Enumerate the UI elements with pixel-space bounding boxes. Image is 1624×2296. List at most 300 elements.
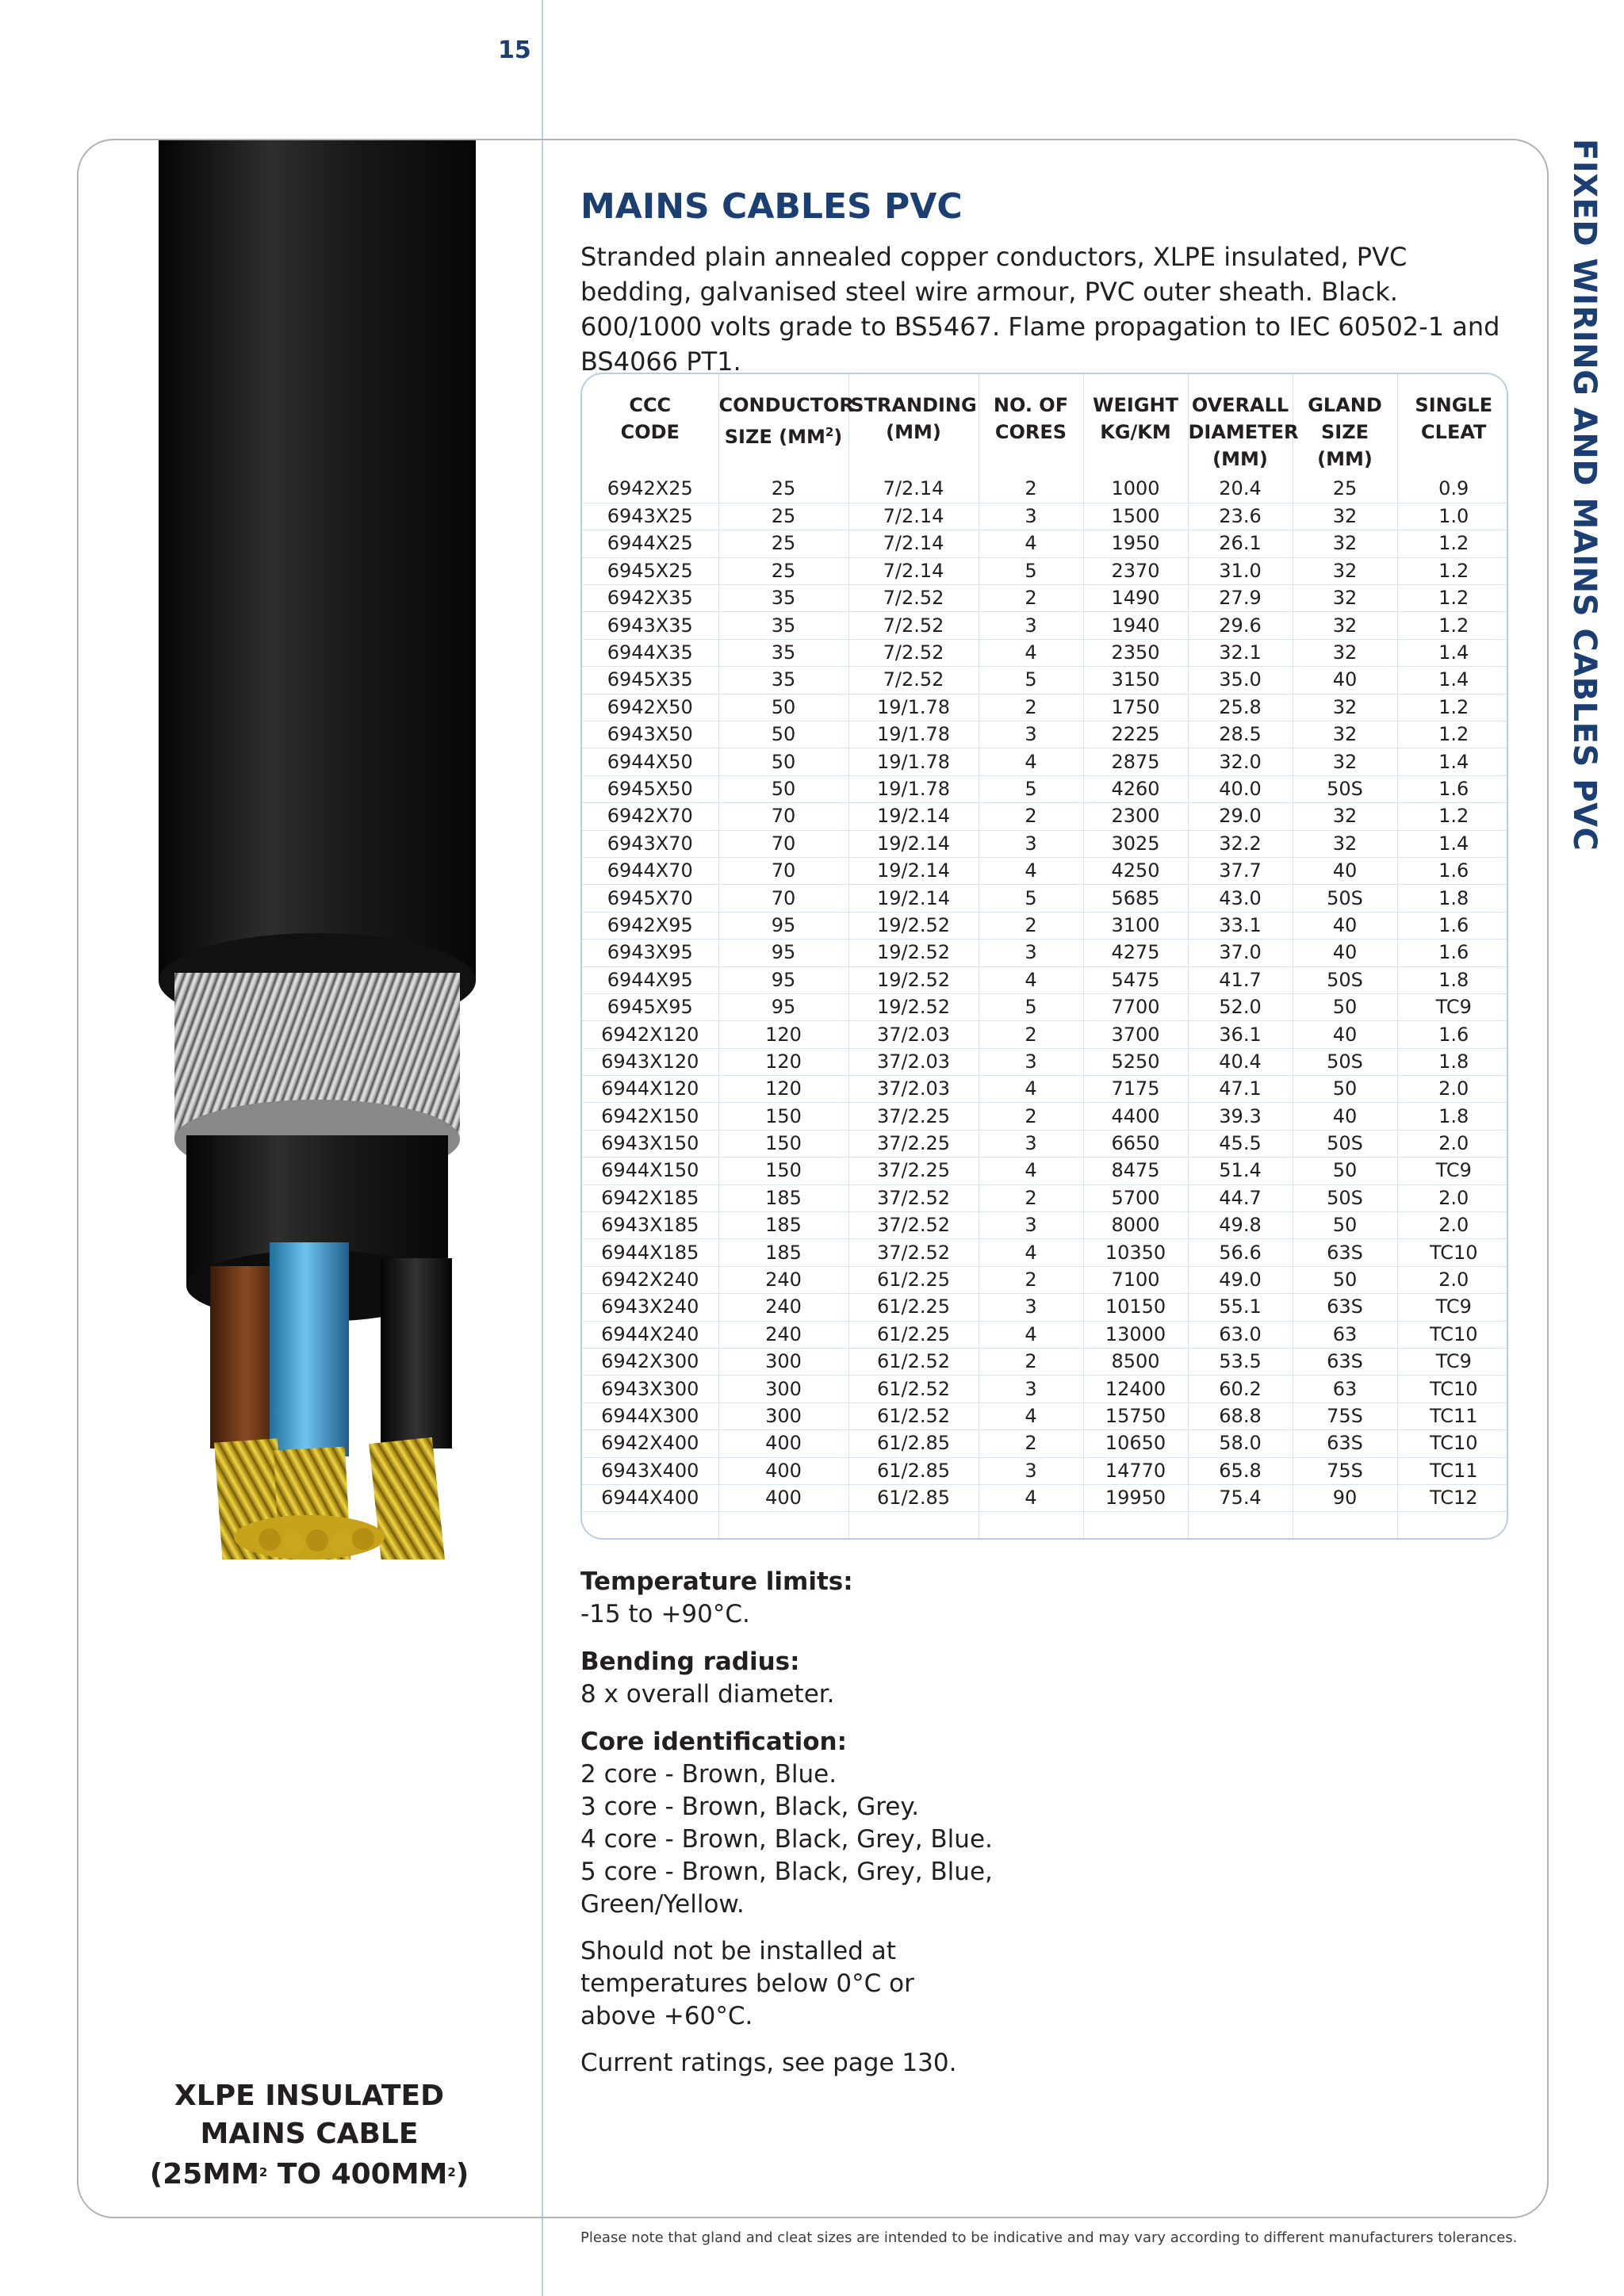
table-cell: 6943X120 [582,1048,718,1075]
table-cell: 19/2.52 [848,912,979,939]
table-cell: 6944X400 [582,1484,718,1511]
table-cell: 6942X300 [582,1349,718,1376]
table-cell: 6944X150 [582,1158,718,1184]
side-title-text: FIXED WIRING AND MAINS CABLES PVC [1566,139,1603,851]
table-cell: 25 [718,476,848,503]
table-cell: 2370 [1083,557,1188,584]
table-cell: 61/2.52 [848,1376,979,1402]
table-cell: 32.0 [1188,748,1293,775]
table-row [582,1294,1508,1321]
table-cell: 7/2.14 [848,476,979,503]
table-cell: 7100 [1083,1266,1188,1293]
table-cell: 50 [718,748,848,775]
table-cell: 2.0 [1397,1076,1508,1103]
table-cell: TC10 [1397,1376,1508,1402]
table-cell: 5 [979,557,1083,584]
table-cell: 5475 [1083,966,1188,993]
table-cell: 40 [1293,912,1397,939]
table-cell: 5 [979,993,1083,1020]
table-cell: 56.6 [1188,1239,1293,1266]
table-cell: 63S [1293,1430,1397,1457]
table-cell: 1.6 [1397,939,1508,966]
table-cell: TC9 [1397,1294,1508,1321]
table-row [582,721,1508,748]
table-cell: 1.8 [1397,885,1508,912]
table-cell: 25.8 [1188,694,1293,721]
cable-illustration [151,140,484,1559]
table-cell: 43.0 [1188,885,1293,912]
table-cell: 50S [1293,966,1397,993]
table-cell: 19/1.78 [848,748,979,775]
table-cell: 3 [979,612,1083,639]
table-cell: 53.5 [1188,1349,1293,1376]
table-row [582,694,1508,721]
table-row [582,966,1508,993]
table-cell: 400 [718,1457,848,1484]
installation-note-line: above +60°C. [580,2002,753,2030]
table-row [582,939,1508,966]
table-cell: 60.2 [1188,1376,1293,1402]
table-cell: 50 [718,694,848,721]
table-cell: 4260 [1083,775,1188,802]
table-cell: 3 [979,1048,1083,1075]
table-cell: 4 [979,1239,1083,1266]
table-cell: 300 [718,1402,848,1429]
footer-disclaimer: Please note that gland and cleat sizes are intended to be indicative and may vary according to different manufacturers tolerances. [580,2229,1518,2246]
table-cell: 50 [1293,1076,1397,1103]
table-cell: TC9 [1397,993,1508,1020]
table-row [582,748,1508,775]
table-cell: 50S [1293,1130,1397,1157]
table-cell: 3025 [1083,830,1188,857]
table-cell: 19/2.14 [848,885,979,912]
table-cell: 1.2 [1397,585,1508,612]
table-row [582,885,1508,912]
table-cell: 4 [979,1321,1083,1348]
table-cell: 37/2.52 [848,1212,979,1239]
table-row [582,639,1508,666]
table-cell: 1.4 [1397,639,1508,666]
table-cell: 32 [1293,830,1397,857]
table-row [582,1212,1508,1239]
table-row [582,1021,1508,1048]
table-cell: 49.0 [1188,1266,1293,1293]
table-cell: 6945X50 [582,775,718,802]
table-cell: 32 [1293,721,1397,748]
table-cell: 1.2 [1397,721,1508,748]
table-cell: 7/2.14 [848,530,979,557]
table-cell: 32 [1293,585,1397,612]
table-cell: 5 [979,775,1083,802]
table-cell: 32 [1293,639,1397,666]
table-cell: 3 [979,1130,1083,1157]
table-cell: 61/2.25 [848,1266,979,1293]
table-cell: 2 [979,694,1083,721]
col-header-stranding: STRANDING (MM) [848,374,979,476]
table-cell: 40 [1293,939,1397,966]
table-cell: 2.0 [1397,1184,1508,1211]
table-cell: 6942X50 [582,694,718,721]
table-cell: 25 [718,557,848,584]
table-cell: 61/2.52 [848,1349,979,1376]
ratings-note [580,2047,1056,2080]
temperature-text: -15 to +90°C. [580,1600,750,1628]
table-cell: 4400 [1083,1103,1188,1130]
table-cell: 6942X120 [582,1021,718,1048]
table-filler-cell [848,1512,979,1539]
table-cell: 6942X150 [582,1103,718,1130]
table-cell: 2 [979,1184,1083,1211]
table-cell: 15750 [1083,1402,1188,1429]
table-cell: 58.0 [1188,1430,1293,1457]
table-cell: 25 [718,530,848,557]
table-cell: 3 [979,1376,1083,1402]
table-cell: 1950 [1083,530,1188,557]
table-cell: 61/2.85 [848,1457,979,1484]
table-filler-cell [1188,1512,1293,1539]
table-cell: 7/2.52 [848,639,979,666]
table-cell: 6943X300 [582,1376,718,1402]
table-cell: 63S [1293,1294,1397,1321]
table-cell: 37.7 [1188,857,1293,884]
table-cell: 63.0 [1188,1321,1293,1348]
col-header-no-of-cores: NO. OF CORES [979,374,1083,476]
table-cell: 63 [1293,1321,1397,1348]
cable-image [151,140,484,1559]
table-cell: 31.0 [1188,557,1293,584]
table-row [582,993,1508,1020]
table-cell: 6943X185 [582,1212,718,1239]
table-filler-row [582,1512,1508,1539]
core-identification-line: 3 core - Brown, Black, Grey. [580,1793,920,1821]
table-cell: 50 [1293,1212,1397,1239]
table-cell: 35 [718,612,848,639]
table-cell: 5685 [1083,885,1188,912]
table-cell: 4250 [1083,857,1188,884]
table-cell: 7/2.52 [848,585,979,612]
table-row [582,1457,1508,1484]
table-row [582,803,1508,830]
table-cell: 13000 [1083,1321,1188,1348]
table-cell: 19/2.52 [848,966,979,993]
table-cell: 75.4 [1188,1484,1293,1511]
table-cell: 3 [979,830,1083,857]
table-cell: 36.1 [1188,1021,1293,1048]
table-cell: 10650 [1083,1430,1188,1457]
table-cell: 63 [1293,1376,1397,1402]
table-cell: 5 [979,667,1083,694]
table-cell: 35.0 [1188,667,1293,694]
table-cell: 95 [718,993,848,1020]
table-row [582,830,1508,857]
table-cell: 240 [718,1294,848,1321]
table-cell: 50 [718,775,848,802]
page-title: MAINS CABLES PVC [580,186,963,227]
table-cell: 41.7 [1188,966,1293,993]
table-filler-cell [979,1512,1083,1539]
table-cell: 300 [718,1376,848,1402]
table-cell: 7700 [1083,993,1188,1020]
table-cell: 6944X25 [582,530,718,557]
table-cell: TC10 [1397,1321,1508,1348]
table-cell: 70 [718,885,848,912]
table-cell: 32.1 [1188,639,1293,666]
table-cell: 2.0 [1397,1266,1508,1293]
table-cell: 1.2 [1397,694,1508,721]
table-row [582,1349,1508,1376]
table-cell: 3150 [1083,667,1188,694]
table-cell: TC9 [1397,1349,1508,1376]
table-cell: 1.2 [1397,612,1508,639]
table-cell: 1.4 [1397,748,1508,775]
table-cell: 6944X185 [582,1239,718,1266]
table-cell: 6942X35 [582,585,718,612]
table-header-row [582,374,1508,476]
table-cell: 61/2.85 [848,1484,979,1511]
table-cell: 2 [979,1021,1083,1048]
table-cell: 61/2.85 [848,1430,979,1457]
table-cell: 35 [718,585,848,612]
table-cell: 6942X25 [582,476,718,503]
col-header-overall-diameter: OVERALL DIAMETER (MM) [1188,374,1293,476]
table-cell: 2 [979,1266,1083,1293]
table-cell: 40 [1293,667,1397,694]
table-cell: 150 [718,1130,848,1157]
table-cell: 4 [979,1076,1083,1103]
table-cell: 47.1 [1188,1076,1293,1103]
table-cell: 32 [1293,694,1397,721]
table-cell: 150 [718,1158,848,1184]
table-cell: 50S [1293,775,1397,802]
table-cell: 3700 [1083,1021,1188,1048]
table-cell: 37/2.52 [848,1184,979,1211]
table-row [582,585,1508,612]
core-identification-heading: Core identification: [580,1728,847,1756]
table-cell: 6650 [1083,1130,1188,1157]
table-cell: 4 [979,639,1083,666]
installation-note-line: temperatures below 0°C or [580,1969,914,1998]
table-row [582,1376,1508,1402]
core-identification-line: 2 core - Brown, Blue. [580,1760,837,1789]
table-cell: 70 [718,857,848,884]
table-cell: 61/2.25 [848,1321,979,1348]
cable-caption-line3: ($25MM^2$ TO $400MM^2$) [149,2158,469,2191]
table-row [582,1321,1508,1348]
table-cell: 300 [718,1349,848,1376]
product-description: Stranded plain annealed copper conductors, XLPE insulated, PVC bedding, galvanised steel wire armour, PVC outer sheath. Black. 600/1000 volts grade to BS5467. Flame propagation to IEC 60502-1 and BS4066 PT1. [580,242,1500,377]
table-cell: 2 [979,1430,1083,1457]
table-cell: 19950 [1083,1484,1188,1511]
table-cell: 95 [718,966,848,993]
table-cell: 50 [1293,1266,1397,1293]
table-cell: 14770 [1083,1457,1188,1484]
table-cell: 6942X240 [582,1266,718,1293]
table-cell: 6942X400 [582,1430,718,1457]
table-cell: TC11 [1397,1402,1508,1429]
table-cell: 400 [718,1430,848,1457]
table-cell: 37/2.03 [848,1076,979,1103]
table-cell: 6943X25 [582,503,718,530]
table-cell: 70 [718,830,848,857]
table-cell: 37/2.25 [848,1158,979,1184]
table-filler-cell [582,1512,718,1539]
table-cell: 4 [979,857,1083,884]
table-cell: 23.6 [1188,503,1293,530]
table-cell: 4275 [1083,939,1188,966]
table-cell: 185 [718,1184,848,1211]
table-cell: 10350 [1083,1239,1188,1266]
table-cell: TC11 [1397,1457,1508,1484]
table-cell: 2 [979,1103,1083,1130]
table-cell: 1.4 [1397,667,1508,694]
table-cell: 1000 [1083,476,1188,503]
table-body [582,476,1508,1539]
table-cell: 19/2.52 [848,993,979,1020]
table-cell: 40.4 [1188,1048,1293,1075]
table-row [582,1103,1508,1130]
table-cell: 49.8 [1188,1212,1293,1239]
table-row [582,1076,1508,1103]
table-row [582,530,1508,557]
core-identification [580,1725,1056,1921]
table-cell: 4 [979,966,1083,993]
col-header-ccc-code: CCC CODE [620,394,680,443]
installation-note [580,1935,1056,2033]
table-cell: 7175 [1083,1076,1188,1103]
table-row [582,1048,1508,1075]
table-cell: 63S [1293,1239,1397,1266]
installation-note-line: Should not be installed at [580,1937,896,1965]
table-cell: 95 [718,939,848,966]
table-cell: 19/1.78 [848,694,979,721]
table-cell: 2350 [1083,639,1188,666]
table-row [582,1402,1508,1429]
table-cell: 37.0 [1188,939,1293,966]
table-row [582,912,1508,939]
table-cell: TC12 [1397,1484,1508,1511]
table-cell: 8475 [1083,1158,1188,1184]
table-cell: 6944X120 [582,1076,718,1103]
table-cell: 40.0 [1188,775,1293,802]
table-cell: 50S [1293,885,1397,912]
table-cell: TC10 [1397,1430,1508,1457]
table-filler-cell [1083,1512,1188,1539]
table-cell: 32 [1293,612,1397,639]
table-cell: 6943X95 [582,939,718,966]
table-cell: 1.2 [1397,530,1508,557]
table-cell: 0.9 [1397,476,1508,503]
table-cell: 20.4 [1188,476,1293,503]
bending-text: 8 x overall diameter. [580,1680,835,1709]
table-cell: 68.8 [1188,1402,1293,1429]
page-number: 15 [498,36,531,64]
table-cell: 7/2.52 [848,612,979,639]
table-row [582,1158,1508,1184]
table-cell: 4 [979,1484,1083,1511]
table-row [582,667,1508,694]
table-cell: 35 [718,667,848,694]
col-header-gland-size: GLAND SIZE (MM) [1293,374,1397,476]
core-identification-line: Green/Yellow. [580,1890,745,1919]
table-cell: 1.6 [1397,775,1508,802]
specification-table [582,374,1508,1540]
table-cell: 32.2 [1188,830,1293,857]
table-cell: 61/2.52 [848,1402,979,1429]
table-cell: 6945X25 [582,557,718,584]
table-cell: 26.1 [1188,530,1293,557]
table-cell: 2300 [1083,803,1188,830]
table-cell: 6942X95 [582,912,718,939]
table-cell: 400 [718,1484,848,1511]
table-cell: 6943X35 [582,612,718,639]
table-cell: 90 [1293,1484,1397,1511]
table-cell: 2 [979,912,1083,939]
table-cell: 2875 [1083,748,1188,775]
cable-caption-line2: MAINS CABLE [200,2118,419,2150]
table-cell: 1750 [1083,694,1188,721]
table-cell: 37/2.52 [848,1239,979,1266]
table-cell: 4 [979,530,1083,557]
table-cell: 37/2.25 [848,1130,979,1157]
table-cell: 1.6 [1397,857,1508,884]
core-identification-line: 5 core - Brown, Black, Grey, Blue, [580,1858,993,1886]
table-cell: 50 [718,721,848,748]
col-header-weight: WEIGHT KG/KM [1083,374,1188,476]
table-cell: 12400 [1083,1376,1188,1402]
table-cell: TC10 [1397,1239,1508,1266]
table-cell: 1940 [1083,612,1188,639]
table-cell: 6944X300 [582,1402,718,1429]
table-cell: 52.0 [1188,993,1293,1020]
table-cell: 19/2.14 [848,857,979,884]
table-cell: 28.5 [1188,721,1293,748]
table-cell: 95 [718,912,848,939]
table-cell: 3100 [1083,912,1188,939]
table-row [582,775,1508,802]
table-cell: 8500 [1083,1349,1188,1376]
table-cell: 19/2.52 [848,939,979,966]
table-cell: 6944X50 [582,748,718,775]
table-cell: 55.1 [1188,1294,1293,1321]
ratings-note-text: Current ratings, see page 130. [580,2049,957,2077]
table-cell: 1.8 [1397,1103,1508,1130]
table-cell: 63S [1293,1349,1397,1376]
table-cell: 6943X50 [582,721,718,748]
table-row [582,1484,1508,1511]
table-cell: 32 [1293,557,1397,584]
table-cell: 19/1.78 [848,721,979,748]
table-row [582,503,1508,530]
table-cell: 65.8 [1188,1457,1293,1484]
bending-heading: Bending radius: [580,1647,800,1676]
table-cell: 40 [1293,1103,1397,1130]
table-cell: 32 [1293,748,1397,775]
table-cell: 7/2.52 [848,667,979,694]
table-filler-cell [1293,1512,1397,1539]
table-filler-cell [1397,1512,1508,1539]
table-cell: 50S [1293,1184,1397,1211]
table-cell: 50 [1293,993,1397,1020]
table-cell: 120 [718,1076,848,1103]
table-cell: 5250 [1083,1048,1188,1075]
table-cell: 2 [979,1349,1083,1376]
temperature-limits [580,1565,1056,1631]
table-cell: 6944X70 [582,857,718,884]
specification-table-box [580,373,1508,1540]
notes-section [580,1565,1056,2094]
table-cell: 44.7 [1188,1184,1293,1211]
table-cell: 75S [1293,1402,1397,1429]
